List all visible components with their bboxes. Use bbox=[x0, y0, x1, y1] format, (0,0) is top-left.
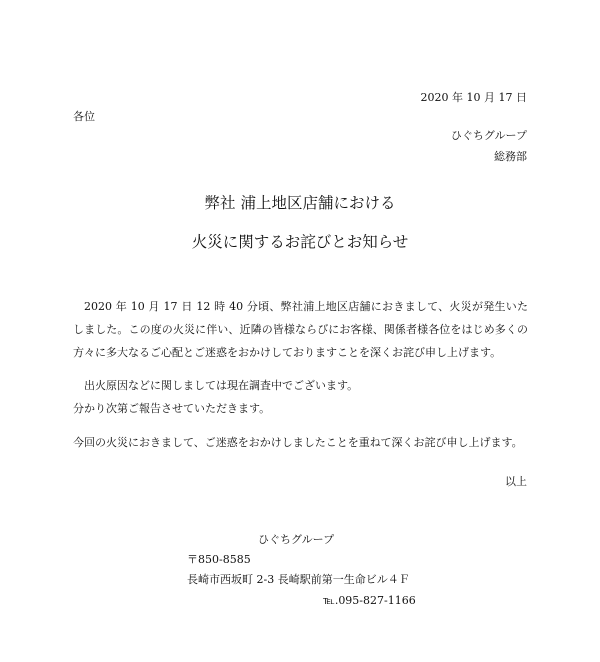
footer-tel: ℡.095-827-1166 bbox=[323, 594, 416, 607]
sender-company: ひぐちグループ bbox=[450, 129, 527, 142]
footer-address: 長崎市西坂町 2-3 長崎駅前第一生命ビル４Ｆ bbox=[187, 573, 410, 586]
document-title-line2: 火災に関するお詫びとお知らせ bbox=[191, 233, 409, 251]
body-paragraph-2-line2: 分かり次第ご報告させていただきます。 bbox=[73, 402, 271, 415]
body-paragraph-1 bbox=[73, 295, 528, 364]
closing-text: 以上 bbox=[505, 475, 527, 488]
body-paragraph-2 bbox=[73, 374, 528, 420]
body-paragraph-3: 今回の火災におきまして、ご迷惑をおかけしましたことを重ねて深くお詫び申し上げます。 bbox=[73, 436, 523, 449]
document-date: 2020 年 10 月 17 日 bbox=[420, 91, 527, 104]
body-paragraph-1-text: 2020 年 10 月 17 日 12 時 40 分頃、弊社浦上地区店舗におきまして、火災が発生いたしました。この度の火災に伴い、近隣の皆様ならびにお客様、関係者様各位をはじめ多くの方々に多大なるご心配とご迷惑をおかけしておりますことを深くお詫び申し上げます。 bbox=[73, 300, 528, 359]
footer-postal-code: 〒850-8585 bbox=[187, 553, 251, 566]
body-paragraph-2-line1: 出火原因などに関しましては現在調査中でございます。 bbox=[84, 379, 359, 392]
sender-department: 総務部 bbox=[494, 150, 527, 163]
document-title-line1: 弊社 浦上地区店舗における bbox=[204, 194, 396, 212]
addressee: 各位 bbox=[73, 110, 95, 123]
footer-company: ひぐちグループ bbox=[258, 533, 335, 546]
